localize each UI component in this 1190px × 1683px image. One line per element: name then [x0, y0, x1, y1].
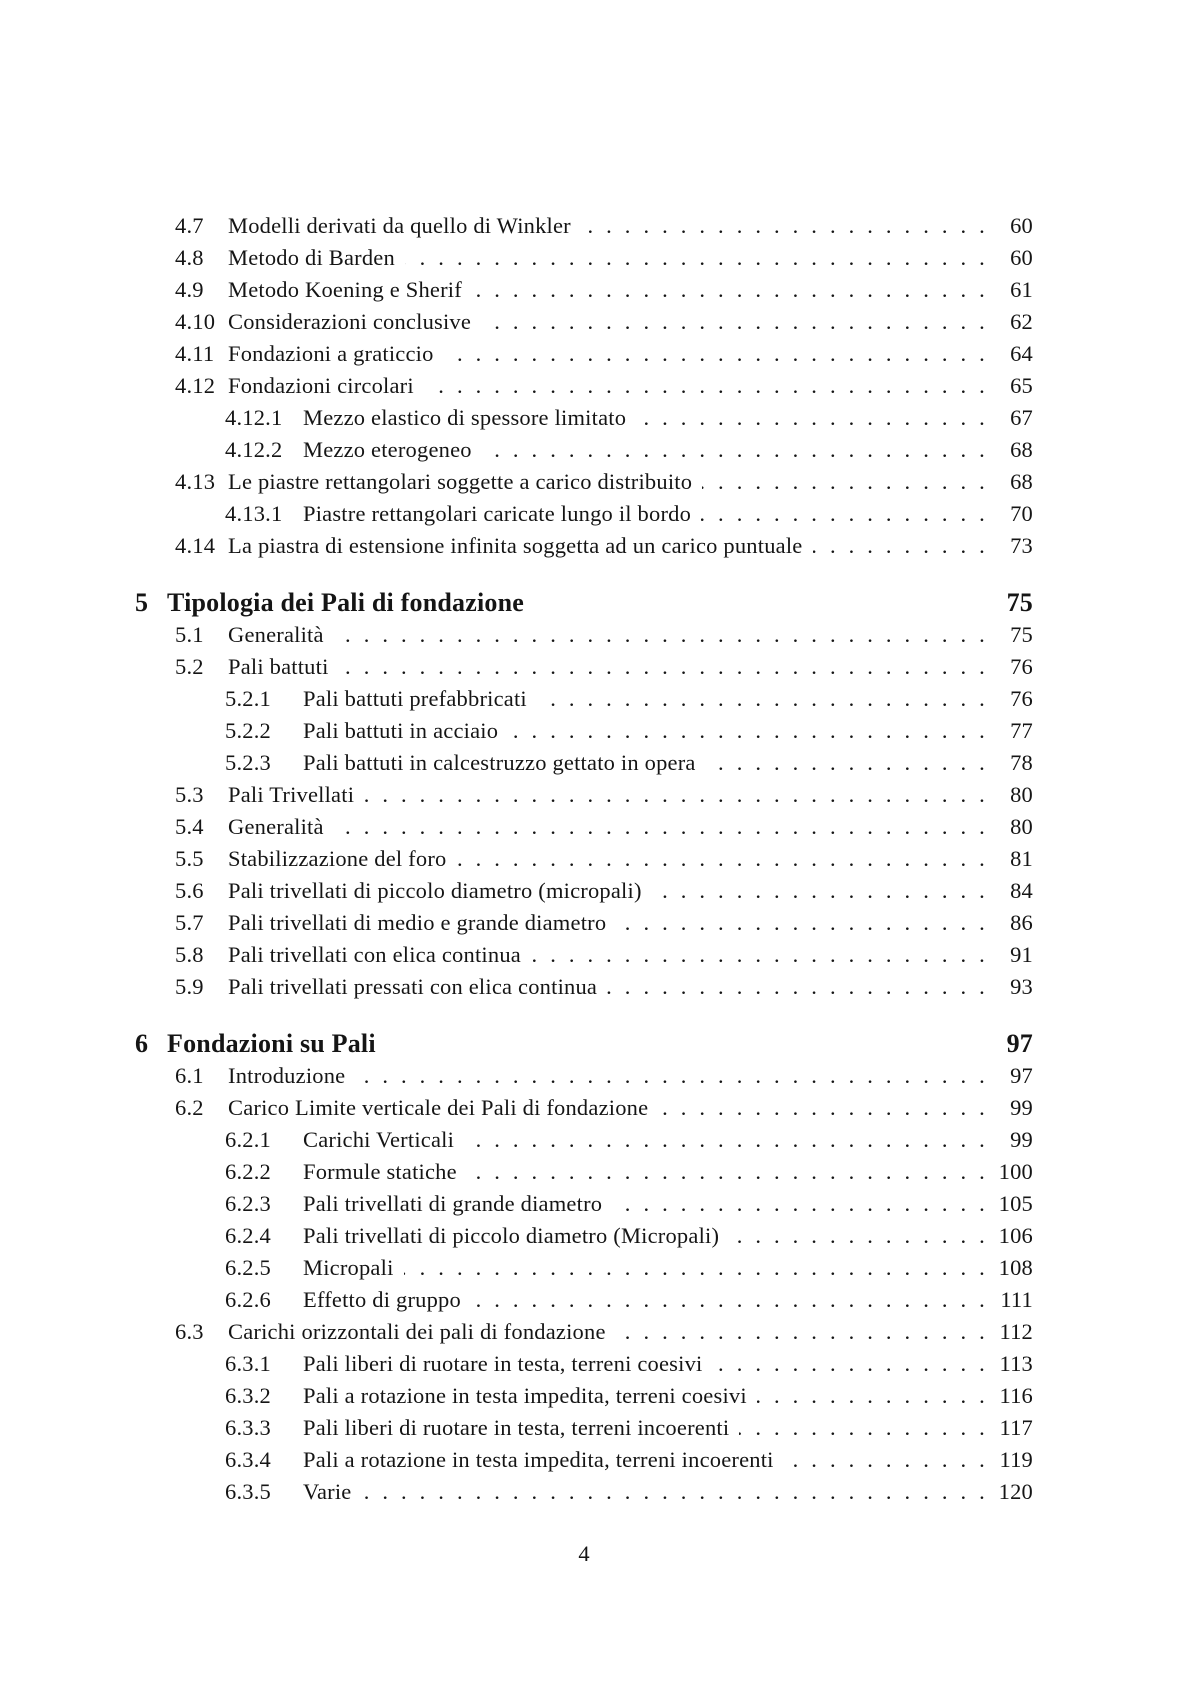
toc-entry-6.3.1	[135, 1348, 1033, 1380]
toc-entry-title: Generalità	[228, 814, 324, 839]
dot-leader	[334, 811, 985, 843]
toc-entry-4.9	[135, 274, 1033, 306]
toc-entry-number: 5.6	[175, 878, 204, 903]
toc-entry-6.2.4	[135, 1220, 1033, 1252]
dot-leader	[712, 1348, 985, 1380]
toc-entry-title: Fondazioni su Pali	[167, 1029, 376, 1058]
toc-entry-number: 4.8	[175, 245, 204, 270]
toc-entry-number: 4.10	[175, 309, 216, 334]
toc-entry-number: 6.2	[175, 1095, 204, 1120]
toc-entry-5.4	[135, 811, 1033, 843]
page-number-footer: 4	[578, 1541, 590, 1566]
toc-entry-number: 4.11	[175, 341, 215, 366]
toc-entry-title: Metodo Koening e Sherif	[228, 277, 462, 302]
toc-entry-title: Considerazioni conclusive	[228, 309, 472, 334]
dot-leader	[652, 875, 985, 907]
toc-entry-title: Carichi orizzontali dei pali di fondazione	[228, 1319, 606, 1344]
toc-entry-page: 68	[1010, 437, 1033, 462]
toc-entry-number: 6.2.6	[225, 1287, 271, 1312]
dot-leader	[784, 1444, 985, 1476]
toc-entry-number: 4.12.2	[225, 437, 283, 462]
dot-leader	[405, 242, 985, 274]
toc-entry-title: Piastre rettangolari caricate lungo il bordo	[303, 501, 692, 526]
toc-entry-4.7	[135, 210, 1033, 242]
dot-leader	[364, 779, 985, 811]
toc-entry-title: Pali battuti	[228, 654, 329, 679]
toc-entry-title: Pali liberi di ruotare in testa, terreni incoerenti	[303, 1415, 730, 1440]
toc-entry-title: Pali trivellati di medio e grande diametro	[228, 910, 607, 935]
dot-leader	[386, 1028, 985, 1060]
toc-entry-page: 108	[998, 1255, 1033, 1280]
toc-entry-number: 4.13.1	[225, 501, 283, 526]
toc-entry-title: Pali Trivellati	[228, 782, 355, 807]
toc-entry-page: 117	[999, 1415, 1033, 1440]
dot-leader	[334, 619, 985, 651]
toc-entry-6.2.6	[135, 1284, 1033, 1316]
toc-entry-5.8	[135, 939, 1033, 971]
dot-leader	[701, 498, 985, 530]
dot-leader	[471, 1284, 985, 1316]
toc-entry-title: Formule statiche	[303, 1159, 457, 1184]
toc-entry-page: 97	[1006, 1029, 1033, 1058]
toc-entry-page: 60	[1010, 213, 1033, 238]
toc-entry-title: Varie	[303, 1479, 352, 1504]
toc-entry-5.9	[135, 971, 1033, 1003]
toc-entry-5	[135, 587, 1033, 619]
dot-leader	[444, 338, 985, 370]
dot-leader	[616, 907, 985, 939]
toc-entry-5.2.1	[135, 683, 1033, 715]
toc-entry-6.2	[135, 1092, 1033, 1124]
toc-entry-title: Micropali	[303, 1255, 394, 1280]
toc-entry-number: 6.3.3	[225, 1415, 271, 1440]
toc-entry-page: 77	[1010, 718, 1033, 743]
toc-entry-number: 6.2.5	[225, 1255, 271, 1280]
dot-leader	[813, 530, 986, 562]
dot-leader	[472, 274, 985, 306]
toc-entry-6.3.5	[135, 1476, 1033, 1508]
toc-entry-page: 81	[1010, 846, 1033, 871]
toc-entry-title: Le piastre rettangolari soggette a carico distribuito	[228, 469, 693, 494]
toc-entry-number: 6.2.4	[225, 1223, 271, 1248]
toc-entry-5.2	[135, 651, 1033, 683]
toc-entry-page: 93	[1010, 974, 1033, 999]
toc-entry-title: Pali battuti in acciaio	[303, 718, 499, 743]
toc-entry-number: 5.8	[175, 942, 204, 967]
toc-entry-number: 6.2.3	[225, 1191, 271, 1216]
toc-entry-page: 76	[1010, 686, 1033, 711]
toc-entry-title: Mezzo elastico di spessore limitato	[303, 405, 627, 430]
toc-entry-number: 4.12.1	[225, 405, 283, 430]
dot-leader	[467, 1156, 985, 1188]
dot-leader	[534, 587, 985, 619]
toc-entry-page: 86	[1010, 910, 1033, 935]
toc-entry-page: 99	[1010, 1095, 1033, 1120]
toc-entry-number: 4.12	[175, 373, 216, 398]
toc-entry-4.12.1	[135, 402, 1033, 434]
dot-leader	[616, 1316, 985, 1348]
toc-entry-number: 5.3	[175, 782, 204, 807]
toc-entry-page: 97	[1010, 1063, 1033, 1088]
toc-entry-number: 5.9	[175, 974, 204, 999]
toc-entry-number: 5.2.1	[225, 686, 271, 711]
toc-entry-page: 111	[1000, 1287, 1033, 1312]
dot-leader	[706, 747, 985, 779]
toc-entry-6.1	[135, 1060, 1033, 1092]
toc-entry-page: 106	[998, 1223, 1033, 1248]
dot-leader	[339, 651, 985, 683]
toc-entry-6.3	[135, 1316, 1033, 1348]
toc-entry-number: 4.7	[175, 213, 204, 238]
toc-entry-title: Pali a rotazione in testa impedita, terreni incoerenti	[303, 1447, 774, 1472]
toc-entry-page: 68	[1010, 469, 1033, 494]
toc-entry-title: Effetto di gruppo	[303, 1287, 461, 1312]
toc-entry-number: 6	[135, 1029, 149, 1058]
dot-leader	[581, 210, 985, 242]
toc-entry-4.8	[135, 242, 1033, 274]
dot-leader	[739, 1412, 985, 1444]
toc-entry-5.3	[135, 779, 1033, 811]
toc-entry-page: 75	[1006, 588, 1033, 617]
toc-entry-title: Pali trivellati di piccolo diametro (Micropali)	[303, 1223, 720, 1248]
toc-entry-page: 80	[1010, 814, 1033, 839]
toc-entry-5.5	[135, 843, 1033, 875]
toc-entry-page: 80	[1010, 782, 1033, 807]
table-of-contents	[135, 210, 1033, 1570]
toc-entry-number: 5.1	[175, 622, 204, 647]
toc-entry-number: 4.9	[175, 277, 204, 302]
toc-entry-page: 120	[998, 1479, 1033, 1504]
toc-entry-title: Fondazioni circolari	[228, 373, 414, 398]
dot-leader	[456, 843, 985, 875]
toc-entry-title: Introduzione	[228, 1063, 346, 1088]
toc-entry-title: Pali battuti in calcestruzzo gettato in opera	[303, 750, 696, 775]
toc-entry-5.2.3	[135, 747, 1033, 779]
toc-entry-page: 78	[1010, 750, 1033, 775]
dot-leader	[481, 306, 985, 338]
toc-entry-number: 4.13	[175, 469, 216, 494]
toc-entry-number: 6.2.2	[225, 1159, 271, 1184]
toc-entry-4.12.2	[135, 434, 1033, 466]
toc-entry-page: 105	[998, 1191, 1033, 1216]
dot-leader	[702, 466, 985, 498]
toc-entry-title: Pali liberi di ruotare in testa, terreni coesivi	[303, 1351, 703, 1376]
dot-leader	[482, 434, 985, 466]
toc-entry-page: 119	[999, 1447, 1033, 1472]
toc-entry-4.13.1	[135, 498, 1033, 530]
toc-entry-title: Carichi Verticali	[303, 1127, 455, 1152]
dot-leader	[757, 1380, 985, 1412]
toc-entry-page: 100	[998, 1159, 1033, 1184]
toc-entry-page: 65	[1010, 373, 1033, 398]
toc-entry-title: Modelli derivati da quello di Winkler	[228, 213, 571, 238]
toc-entry-number: 5.2.2	[225, 718, 271, 743]
toc-entry-4.14	[135, 530, 1033, 562]
dot-leader	[658, 1092, 985, 1124]
toc-entry-number: 6.1	[175, 1063, 204, 1088]
toc-entry-title: Stabilizzazione del foro	[228, 846, 447, 871]
toc-entry-6.2.1	[135, 1124, 1033, 1156]
toc-entry-number: 6.3	[175, 1319, 204, 1344]
toc-entry-title: Fondazioni a graticcio	[228, 341, 434, 366]
dot-leader	[404, 1252, 985, 1284]
toc-entry-number: 5.5	[175, 846, 204, 871]
toc-entry-5.1	[135, 619, 1033, 651]
dot-leader	[612, 1188, 985, 1220]
toc-entry-number: 5	[135, 588, 149, 617]
toc-entry-page: 73	[1010, 533, 1033, 558]
toc-entry-page: 70	[1010, 501, 1033, 526]
dot-leader	[508, 715, 985, 747]
toc-entry-title: Pali trivellati di grande diametro	[303, 1191, 603, 1216]
toc-entry-title: Mezzo eterogeneo	[303, 437, 472, 462]
toc-entry-number: 6.3.5	[225, 1479, 271, 1504]
toc-entry-title: Tipologia dei Pali di fondazione	[167, 588, 524, 617]
dot-leader	[537, 683, 985, 715]
toc-entry-number: 4.14	[175, 533, 216, 558]
toc-entry-title: La piastra di estensione infinita soggetta ad un carico puntuale	[228, 533, 803, 558]
toc-entry-page: 116	[999, 1383, 1033, 1408]
toc-entry-4.12	[135, 370, 1033, 402]
toc-entry-title: Pali trivellati pressati con elica continua	[228, 974, 598, 999]
toc-entry-4.10	[135, 306, 1033, 338]
dot-leader	[531, 939, 985, 971]
toc-entry-number: 5.2.3	[225, 750, 271, 775]
toc-entry-page: 113	[999, 1351, 1033, 1376]
toc-entry-4.13	[135, 466, 1033, 498]
dot-leader	[355, 1060, 985, 1092]
toc-entry-page: 62	[1010, 309, 1033, 334]
toc-entry-title: Pali a rotazione in testa impedita, terreni coesivi	[303, 1383, 747, 1408]
toc-entry-page: 60	[1010, 245, 1033, 270]
toc-entry-6.3.2	[135, 1380, 1033, 1412]
toc-entry-5.7	[135, 907, 1033, 939]
toc-entry-6.3.4	[135, 1444, 1033, 1476]
toc-entry-4.11	[135, 338, 1033, 370]
toc-entry-title: Pali trivellati di piccolo diametro (micropali)	[228, 878, 642, 903]
toc-entry-page: 112	[999, 1319, 1033, 1344]
toc-entry-number: 6.3.4	[225, 1447, 271, 1472]
toc-entry-page: 99	[1010, 1127, 1033, 1152]
toc-entry-5.2.2	[135, 715, 1033, 747]
toc-entry-page: 64	[1010, 341, 1033, 366]
toc-entry-number: 5.2	[175, 654, 204, 679]
toc-entry-title: Pali battuti prefabbricati	[303, 686, 527, 711]
dot-leader	[607, 971, 985, 1003]
dot-leader	[424, 370, 985, 402]
toc-entry-page: 75	[1010, 622, 1033, 647]
toc-entry-5.6	[135, 875, 1033, 907]
toc-entry-6.2.5	[135, 1252, 1033, 1284]
toc-entry-6.2.2	[135, 1156, 1033, 1188]
toc-entry-number: 6.3.1	[225, 1351, 271, 1376]
toc-entry-6	[135, 1028, 1033, 1060]
toc-entry-number: 5.4	[175, 814, 204, 839]
toc-entry-6.2.3	[135, 1188, 1033, 1220]
toc-entry-title: Metodo di Barden	[228, 245, 395, 270]
dot-leader	[636, 402, 985, 434]
toc-entry-page: 67	[1010, 405, 1033, 430]
toc-entry-title: Carico Limite verticale dei Pali di fondazione	[228, 1095, 649, 1120]
toc-entry-title: Generalità	[228, 622, 324, 647]
toc-entry-number: 5.7	[175, 910, 204, 935]
toc-entry-6.3.3	[135, 1412, 1033, 1444]
dot-leader	[729, 1220, 985, 1252]
dot-leader	[361, 1476, 985, 1508]
toc-entry-page: 91	[1010, 942, 1033, 967]
toc-entry-page: 61	[1010, 277, 1033, 302]
toc-entry-number: 6.3.2	[225, 1383, 271, 1408]
toc-entry-page: 76	[1010, 654, 1033, 679]
dot-leader	[464, 1124, 985, 1156]
toc-entry-number: 6.2.1	[225, 1127, 271, 1152]
toc-entry-page: 84	[1010, 878, 1033, 903]
toc-entry-title: Pali trivellati con elica continua	[228, 942, 521, 967]
